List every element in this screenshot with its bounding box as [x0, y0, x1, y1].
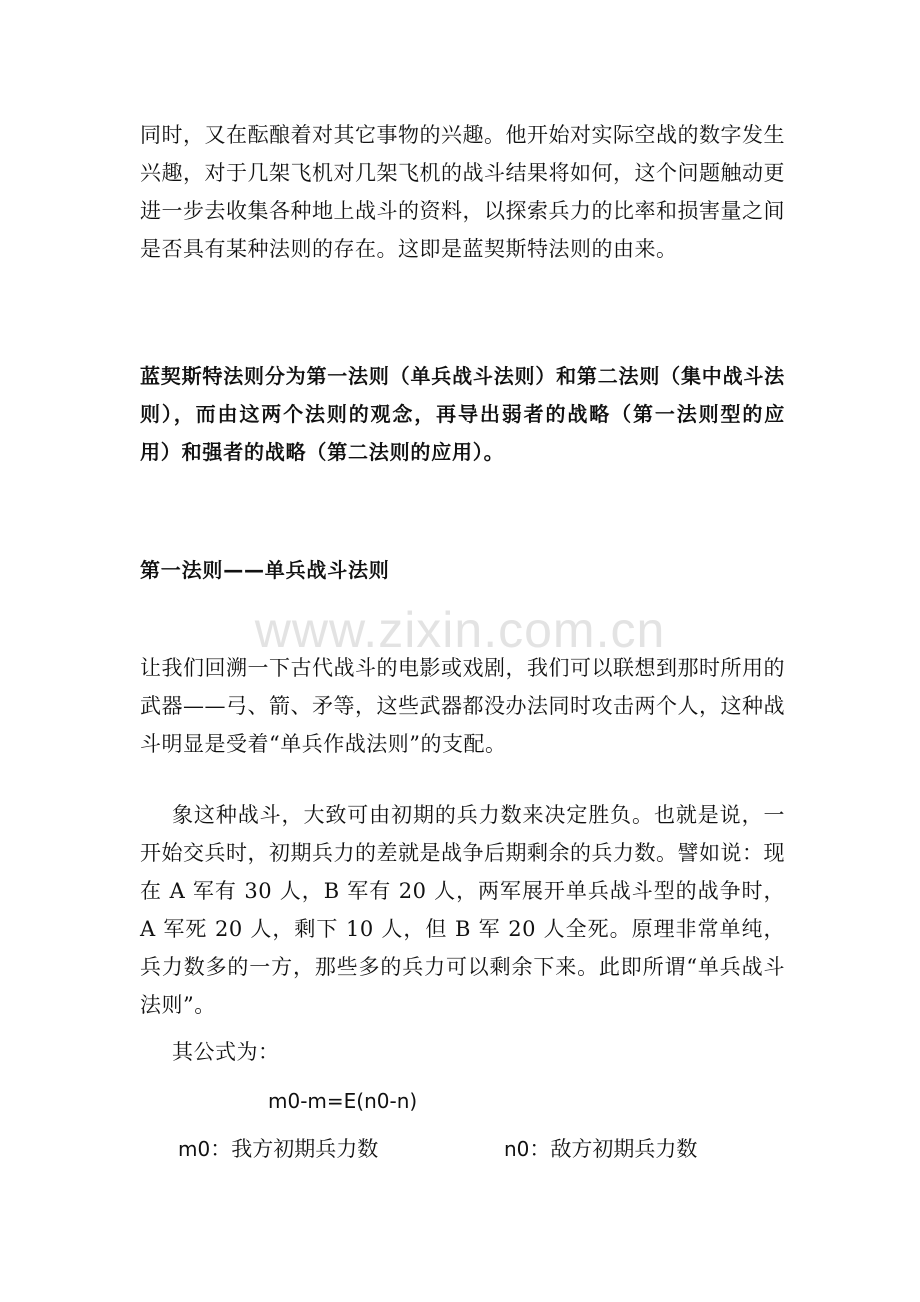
paragraph-example: 象这种战斗，大致可由初期的兵力数来决定胜负。也就是说，一开始交兵时，初期兵力的差就是战争后期剩余的兵力数。譬如说：现在 A 军有 30 人，B 军有 20 人，两军展开单兵战斗型的战争时，A 军死 20 人，剩下 10 人，但 B 军 20 人全死。原理非常单纯，兵力数多的一方，那些多的兵力可以剩余下来。此即所谓“单兵战斗法则”。	[140, 803, 785, 1017]
paragraph-law-overview: 蓝契斯特法则分为第一法则（单兵战斗法则）和第二法则（集中战斗法则），而由这两个法则的观念，再导出弱者的战略（第一法则型的应用）和强者的战略（第二法则的应用）。	[140, 364, 785, 464]
paragraph-origin: 同时，又在酝酿着对其它事物的兴趣。他开始对实际空战的数字发生兴趣，对于几架飞机对几架飞机的战斗结果将如何，这个问题触动更进一步去收集各种地上战斗的资料，以探索兵力的比率和损害量之间是否具有某种法则的存在。这即是蓝契斯特法则的由来。	[140, 123, 785, 261]
definition-m0-text: ：我方初期兵力数	[210, 1137, 379, 1161]
definition-n0-text: ：敌方初期兵力数	[529, 1137, 698, 1161]
section-heading-first-law: 第一法则——单兵战斗法则	[140, 558, 390, 582]
definition-m0	[178, 1132, 378, 1166]
definition-m0-symbol: m0	[178, 1137, 211, 1161]
definition-n0-symbol: n0	[504, 1137, 530, 1161]
paragraph-ancient-battle: 让我们回溯一下古代战斗的电影或戏剧，我们可以联想到那时所用的武器——弓、箭、矛等，这些武器都没办法同时攻击两个人，这种战斗明显是受着“单兵作战法则”的支配。	[140, 656, 785, 756]
variable-definitions	[178, 1132, 778, 1166]
definition-n0	[504, 1132, 697, 1166]
watermark: www.zixin.com.cn	[254, 602, 666, 658]
formula: m0-m=E(n0-n)	[268, 1089, 418, 1113]
paragraph-formula-intro: 其公式为：	[172, 1040, 280, 1064]
